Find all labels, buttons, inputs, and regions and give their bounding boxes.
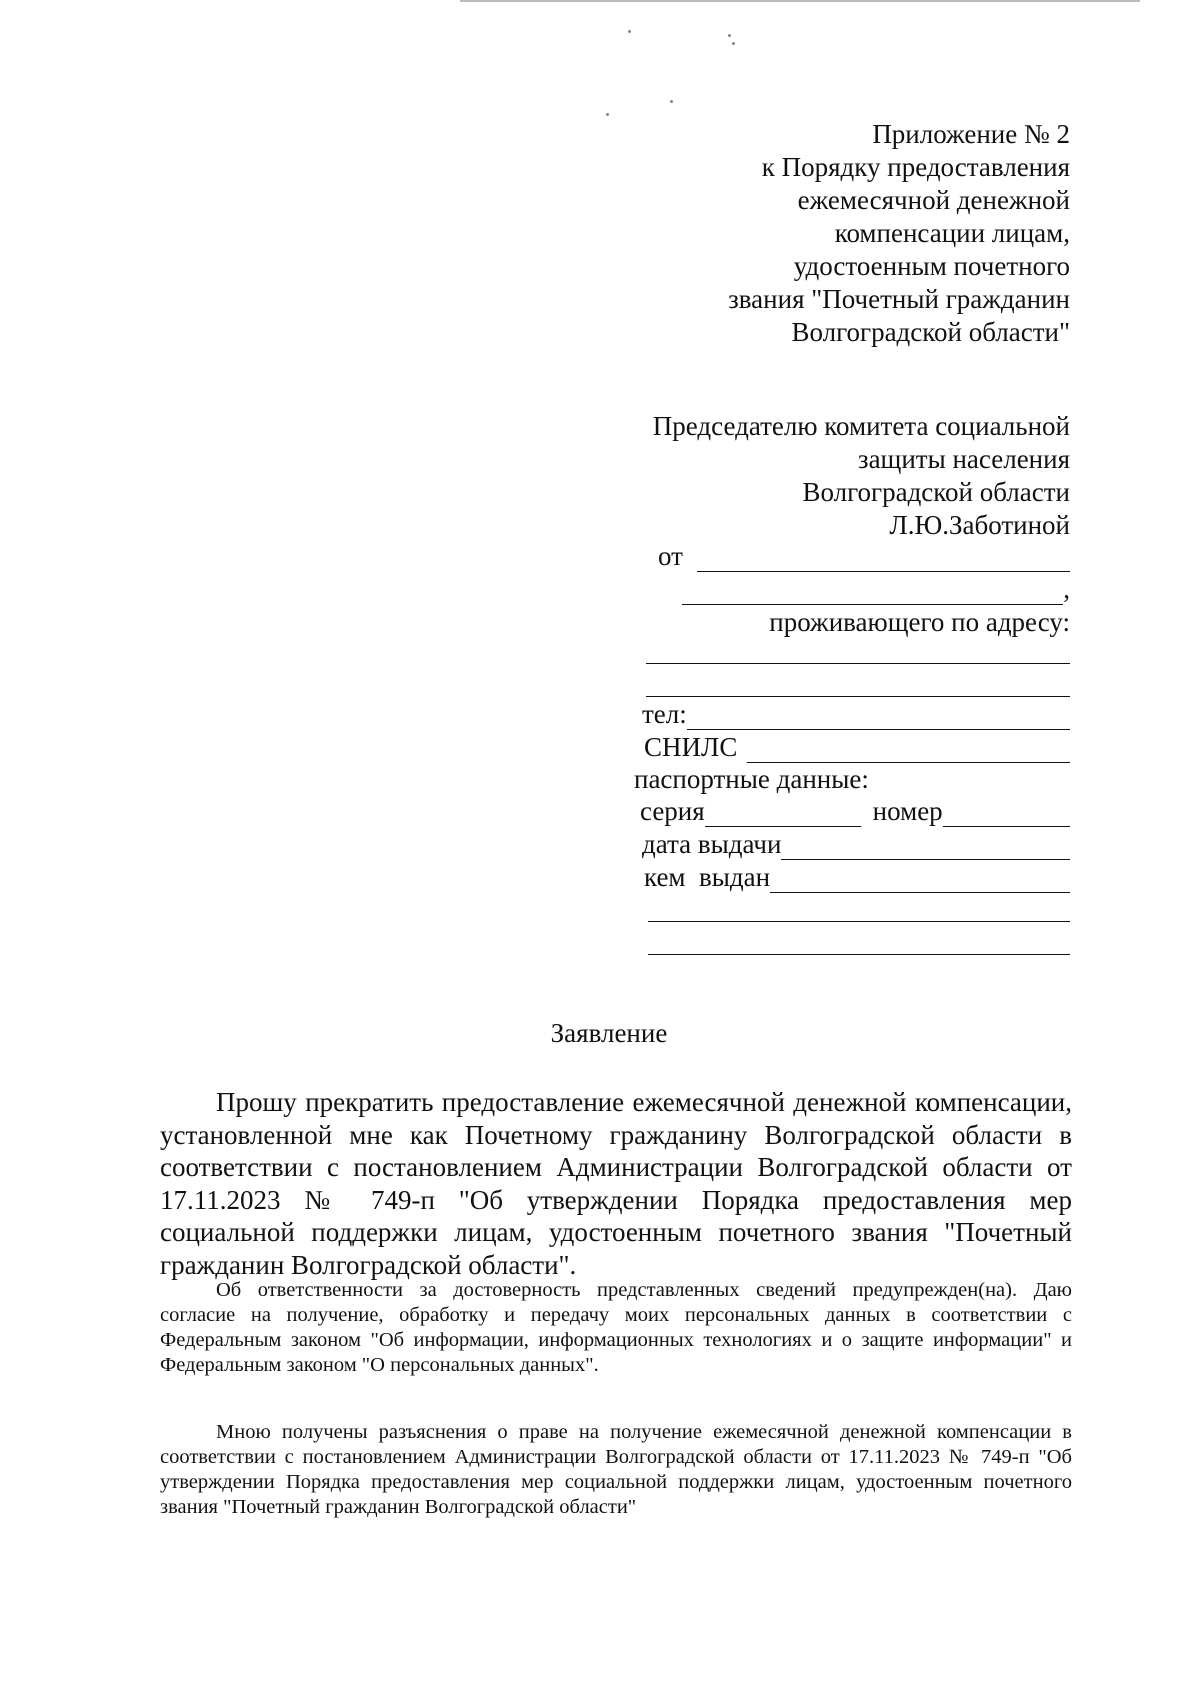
address-field-2[interactable]	[646, 696, 1070, 697]
body-paragraph-1	[160, 1086, 1072, 1281]
issue-date-field[interactable]	[781, 835, 1070, 860]
annex-line: к Порядку предоставления	[761, 152, 1070, 182]
snils-field[interactable]	[747, 738, 1070, 763]
annex-header	[728, 118, 1070, 349]
issued-by-label: кем выдан	[644, 862, 771, 892]
annex-line: удостоенным почетного	[793, 251, 1070, 281]
from-name-field[interactable]	[697, 547, 1070, 572]
issue-date-label: дата выдачи	[642, 829, 782, 859]
annex-line: Волгоградской области"	[791, 317, 1070, 347]
scan-speck	[728, 34, 731, 37]
phone-label: тел:	[642, 699, 687, 729]
number-field[interactable]	[943, 802, 1070, 827]
issued-by-field-3[interactable]	[648, 954, 1070, 955]
paragraph-1-text: Прошу прекратить предоставление ежемесячной денежной компенсации, установленной мне как Почетному гражданину Волгоградской области в соответствии с постановлением Администрации Волгоградской области от 17.11.2023 № 749-п "Об утверждении Порядка предоставления мер социальной поддержки лицам, удостоенным почетного звания "Почетный гражданин Волгоградской области".	[160, 1087, 1072, 1280]
number-label: номер	[872, 796, 943, 826]
from-row	[658, 540, 1070, 572]
address-field-1[interactable]	[646, 663, 1070, 664]
addressee-line: Л.Ю.Заботиной	[889, 510, 1070, 540]
scan-speck	[670, 100, 673, 103]
addressee-block	[653, 410, 1070, 542]
addressee-line: защиты населения	[857, 444, 1070, 474]
passport-label: паспортные данные:	[634, 764, 869, 794]
document-title: Заявление	[550, 1018, 668, 1048]
from-label: от	[658, 541, 683, 571]
address-label-row	[630, 606, 1070, 638]
comma: ,	[1063, 574, 1070, 604]
issued-by-field[interactable]	[770, 868, 1070, 893]
scan-border-line	[460, 0, 1140, 2]
phone-row	[642, 698, 1070, 730]
issued-by-row	[644, 861, 1070, 893]
annex-line: компенсации лицам,	[834, 218, 1070, 248]
snils-label: СНИЛС	[644, 732, 738, 762]
scan-speck	[606, 113, 609, 116]
scan-speck	[732, 42, 735, 45]
paragraph-2-text: Об ответственности за достоверность представленных сведений предупрежден(на). Даю согласие на получение, обработку и передачу моих персональных данных в соответствии с Федеральным законом "Об информации, информационных технологиях и о защите информации" и Федеральным законом "О персональных данных".	[160, 1279, 1072, 1376]
body-paragraph-2	[160, 1278, 1072, 1378]
series-field[interactable]	[705, 802, 861, 827]
snils-row	[644, 731, 1070, 763]
annex-line: Приложение № 2	[872, 119, 1070, 149]
from-name-field-2[interactable]	[682, 580, 1063, 605]
scan-speck	[628, 30, 631, 33]
issued-by-field-2[interactable]	[648, 921, 1070, 922]
phone-field[interactable]	[687, 705, 1070, 730]
addressee-line: Волгоградской области	[802, 477, 1070, 507]
issue-date-row	[642, 828, 1070, 860]
annex-line: звания "Почетный гражданин	[728, 284, 1070, 314]
from-name-cont-row	[682, 573, 1070, 605]
series-label: серия	[640, 796, 705, 826]
paragraph-3-text: Мною получены разъяснения о праве на получение ежемесячной денежной компенсации в соответствии с постановлением Администрации Волгоградской области от 17.11.2023 № 749-п "Об утверждении Порядка предоставления мер социальной поддержки лицам, удостоенным почетного звания "Почетный гражданин Волгоградской области"	[160, 1421, 1072, 1518]
passport-label-row	[634, 763, 869, 795]
annex-line: ежемесячной денежной	[797, 185, 1070, 215]
addressee-line: Председателю комитета социальной	[652, 411, 1070, 441]
passport-series-row	[640, 795, 1070, 827]
body-paragraph-3	[160, 1420, 1072, 1520]
address-label: проживающего по адресу:	[769, 607, 1070, 637]
